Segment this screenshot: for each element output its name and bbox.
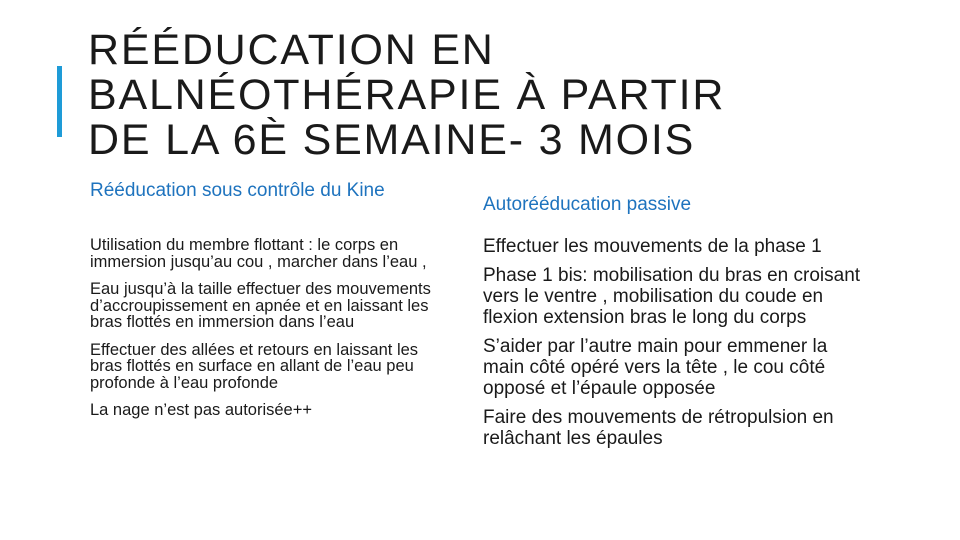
left-item-2: Eau jusqu’à la taille effectuer des mouvements d’accroupissement en apnée et en laissant les bras flottés en immersion dans l’eau (90, 280, 431, 331)
left-column-heading: Rééducation sous contrôle du Kine (90, 180, 385, 201)
right-item-2: Phase 1 bis: mobilisation du bras en croisant vers le ventre , mobilisation du coude en flexion extension bras le long du corps (483, 265, 861, 328)
title-line-3: DE LA 6È SEMAINE- 3 MOIS (88, 116, 696, 164)
right-column-heading: Autorééducation passive (483, 194, 692, 215)
left-column (90, 180, 450, 419)
left-item-1: Utilisation du membre flottant : le corps en immersion jusqu’au cou , marcher dans l’eau , (90, 236, 427, 271)
left-item-3: Effectuer des allées et retours en laissant les bras flottés en surface en allant de l’eau peu profonde à l’eau profonde (90, 340, 419, 392)
slide-title (88, 28, 948, 163)
right-item-3: S’aider par l’autre main pour emmener la main côté opéré vers la tête , le cou côté opposé et l’épaule opposée (483, 336, 828, 399)
right-item-1: Effectuer les mouvements de la phase 1 (483, 236, 822, 257)
title-line-2: BALNÉOTHÉRAPIE À PARTIR (88, 71, 726, 119)
title-line-1: RÉÉDUCATION EN (88, 26, 495, 74)
title-accent-bar (57, 66, 62, 137)
right-column (483, 180, 863, 449)
left-item-4: La nage n’est pas autorisée++ (90, 401, 313, 419)
right-item-4: Faire des mouvements de rétropulsion en relâchant les épaules (483, 407, 834, 449)
